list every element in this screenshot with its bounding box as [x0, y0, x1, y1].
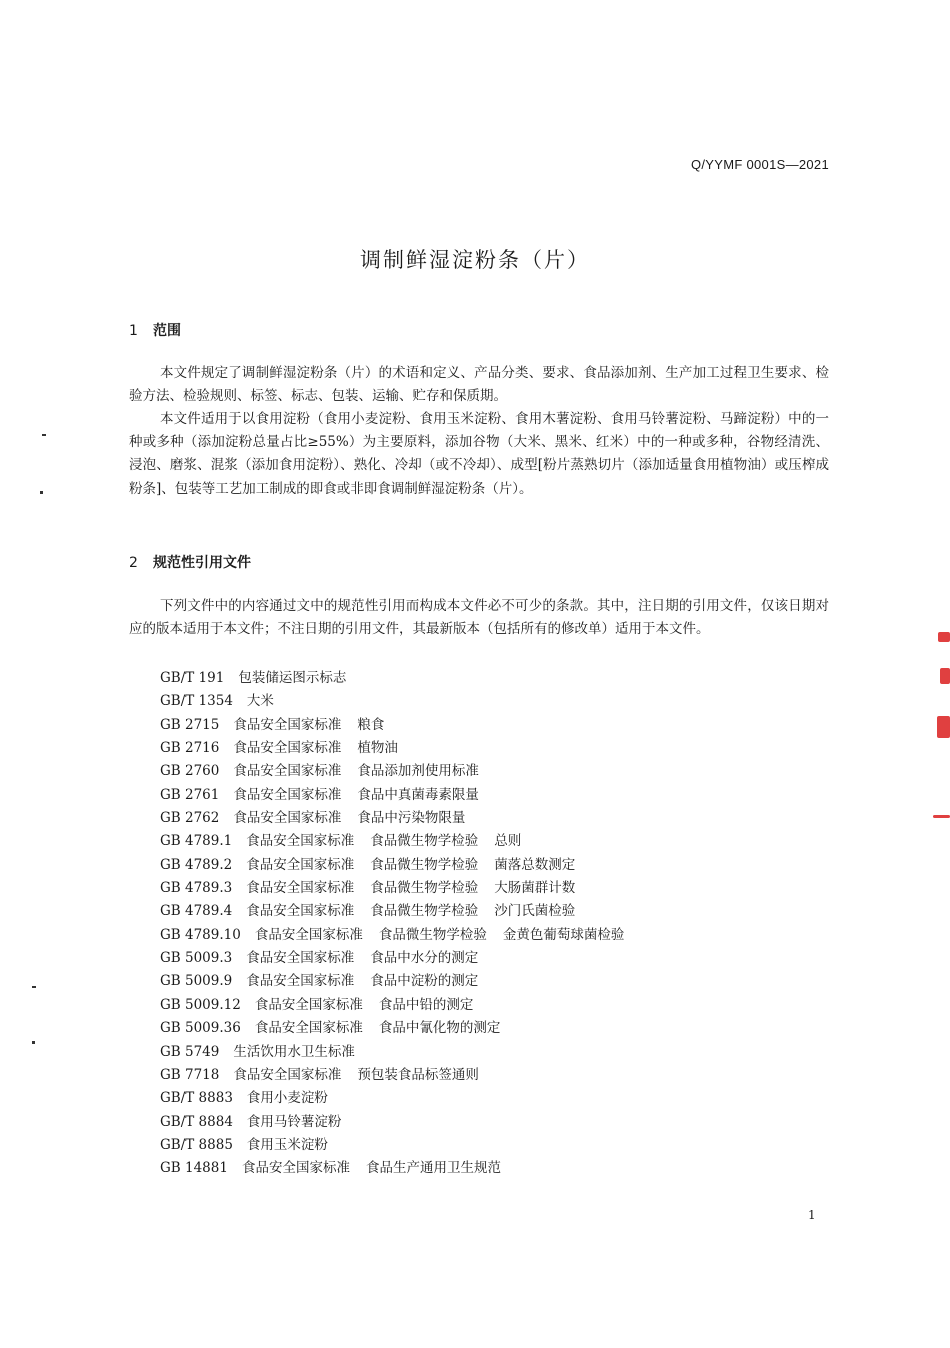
- reference-item: [160, 714, 624, 737]
- reference-title: 食品安全国家标准: [246, 833, 355, 850]
- reference-title: 生活饮用水卫生标准: [233, 1043, 355, 1060]
- reference-title: 食品中水分的测定: [370, 950, 479, 967]
- reference-code: GB 5009.9: [160, 973, 233, 990]
- reference-code: GB 4789.4: [160, 903, 233, 920]
- reference-code: GB 2760: [160, 763, 220, 780]
- document-code: Q/YYMF 0001S—2021: [690, 157, 829, 172]
- reference-code: GB/T 191: [160, 670, 225, 686]
- reference-title: 食品安全国家标准: [233, 740, 342, 757]
- reference-code: GB 2762: [160, 810, 220, 827]
- reference-title: 食品安全国家标准: [233, 786, 342, 803]
- reference-code: GB/T 1354: [160, 693, 233, 710]
- reference-title: 食用马铃薯淀粉: [246, 1113, 342, 1130]
- reference-title: 食品微生物学检验: [370, 880, 479, 897]
- reference-title: 植物油: [357, 740, 398, 757]
- reference-item: [160, 784, 624, 807]
- reference-code: GB 2761: [160, 786, 220, 803]
- stamp-fragment: [933, 815, 950, 818]
- reference-item: [160, 854, 624, 877]
- reference-title: 食品安全国家标准: [233, 810, 342, 827]
- reference-code: GB/T 8884: [160, 1113, 233, 1130]
- reference-item: [160, 690, 624, 713]
- reference-title: 食品安全国家标准: [246, 856, 355, 873]
- reference-title: 食品安全国家标准: [246, 950, 355, 967]
- section-title: 范围: [153, 323, 181, 339]
- stamp-fragment: [940, 668, 950, 684]
- reference-title: 食品安全国家标准: [254, 926, 363, 943]
- reference-code: GB/T 8883: [160, 1090, 233, 1107]
- reference-title: 食品微生物学检验: [378, 926, 487, 943]
- reference-title: 食品安全国家标准: [254, 996, 363, 1013]
- reference-item: [160, 877, 624, 900]
- reference-code: GB 5749: [160, 1043, 220, 1060]
- reference-title: 食品中铅的测定: [378, 996, 474, 1013]
- reference-title: 食品安全国家标准: [241, 1160, 350, 1177]
- page-number: 1: [808, 1208, 816, 1222]
- reference-title: 菌落总数测定: [494, 856, 576, 873]
- reference-code: GB 4789.3: [160, 880, 233, 897]
- reference-title: 总则: [494, 833, 522, 850]
- reference-title: 食用玉米淀粉: [246, 1136, 328, 1153]
- reference-code: GB 5009.36: [160, 1020, 241, 1037]
- reference-code: GB 2715: [160, 716, 220, 733]
- reference-title: 食品安全国家标准: [233, 763, 342, 780]
- section-title: 规范性引用文件: [153, 555, 251, 571]
- reference-title: 食品微生物学检验: [370, 833, 479, 850]
- reference-list: [160, 667, 624, 1181]
- reference-item: [160, 1064, 624, 1087]
- reference-item: [160, 947, 624, 970]
- reference-title: 包装储运图示标志: [238, 670, 347, 686]
- reference-title: 食品中污染物限量: [357, 810, 466, 827]
- section-2-heading: [129, 552, 251, 572]
- scan-speck: [32, 1041, 35, 1044]
- reference-title: 食品安全国家标准: [233, 716, 342, 733]
- reference-item: [160, 807, 624, 830]
- normative-references-paragraph: 下列文件中的内容通过文中的规范性引用而构成本文件必不可少的条款。其中，注日期的引用文件，仅该日期对应的版本适用于本文件；不注日期的引用文件，其最新版本（包括所有的修改单）适用于本文件。: [129, 598, 829, 638]
- reference-item: [160, 970, 624, 993]
- reference-item: [160, 1157, 624, 1180]
- section-number: 1: [129, 323, 138, 339]
- reference-code: GB/T 8885: [160, 1136, 233, 1153]
- reference-item: [160, 830, 624, 853]
- document-title: 调制鲜湿淀粉条（片）: [360, 248, 590, 272]
- reference-title: 金黄色葡萄球菌检验: [502, 926, 625, 943]
- reference-title: 食品微生物学检验: [370, 856, 479, 873]
- reference-item: [160, 760, 624, 783]
- reference-item: [160, 737, 624, 760]
- reference-title: 食品中淀粉的测定: [370, 973, 479, 990]
- reference-title: 食品生产通用卫生规范: [365, 1160, 501, 1177]
- reference-item: [160, 1087, 624, 1110]
- stamp-fragment: [937, 716, 950, 738]
- reference-title: 食品中真菌毒素限量: [357, 786, 479, 803]
- scan-speck: [40, 491, 43, 494]
- reference-item: [160, 1134, 624, 1157]
- reference-title: 沙门氏菌检验: [494, 903, 576, 920]
- reference-title: 食品添加剂使用标准: [357, 763, 479, 780]
- reference-title: 大肠菌群计数: [494, 880, 576, 897]
- reference-code: GB 5009.3: [160, 950, 233, 967]
- reference-title: 食品安全国家标准: [246, 903, 355, 920]
- reference-title: 预包装食品标签通则: [357, 1066, 479, 1083]
- stamp-fragment: [938, 632, 950, 642]
- section-1-heading: [129, 320, 181, 340]
- reference-item: [160, 994, 624, 1017]
- reference-code: GB 4789.10: [160, 926, 241, 943]
- reference-item: [160, 667, 624, 690]
- reference-code: GB 7718: [160, 1066, 220, 1083]
- scan-speck: [32, 986, 36, 988]
- reference-title: 食品中氰化物的测定: [378, 1020, 501, 1037]
- reference-item: [160, 900, 624, 923]
- reference-code: GB 5009.12: [160, 996, 241, 1013]
- reference-title: 粮食: [357, 716, 385, 733]
- reference-title: 食品安全国家标准: [233, 1066, 342, 1083]
- reference-code: GB 2716: [160, 740, 220, 757]
- scope-paragraph-1: 本文件规定了调制鲜湿淀粉条（片）的术语和定义、产品分类、要求、食品添加剂、生产加工过程卫生要求、检验方法、检验规则、标签、标志、包装、运输、贮存和保质期。: [129, 365, 829, 405]
- reference-item: [160, 1017, 624, 1040]
- reference-item: [160, 1111, 624, 1134]
- reference-item: [160, 1041, 624, 1064]
- reference-title: 大米: [246, 693, 274, 710]
- reference-title: 食品安全国家标准: [254, 1020, 363, 1037]
- reference-title: 食用小麦淀粉: [246, 1090, 328, 1107]
- reference-code: GB 4789.2: [160, 856, 233, 873]
- scan-speck: [42, 434, 46, 436]
- section-number: 2: [129, 555, 138, 571]
- reference-title: 食品安全国家标准: [246, 973, 355, 990]
- scope-paragraph-2: 本文件适用于以食用淀粉（食用小麦淀粉、食用玉米淀粉、食用木薯淀粉、食用马铃薯淀粉、马蹄淀粉）中的一种或多种（添加淀粉总量占比≥55%）为主要原料，添加谷物（大米、黑米、红米）中的一种或多种，谷物经清洗、浸泡、磨浆、混浆（添加食用淀粉）、熟化、冷却（或不冷却）、成型[粉片蒸熟切片（添加适量食用植物油）或压榨成粉条]、包装等工艺加工制成的即食或非即食调制鲜湿淀粉条（片）。: [129, 411, 829, 497]
- reference-title: 食品微生物学检验: [370, 903, 479, 920]
- reference-item: [160, 924, 624, 947]
- reference-code: GB 14881: [160, 1160, 228, 1177]
- reference-code: GB 4789.1: [160, 833, 233, 850]
- reference-title: 食品安全国家标准: [246, 880, 355, 897]
